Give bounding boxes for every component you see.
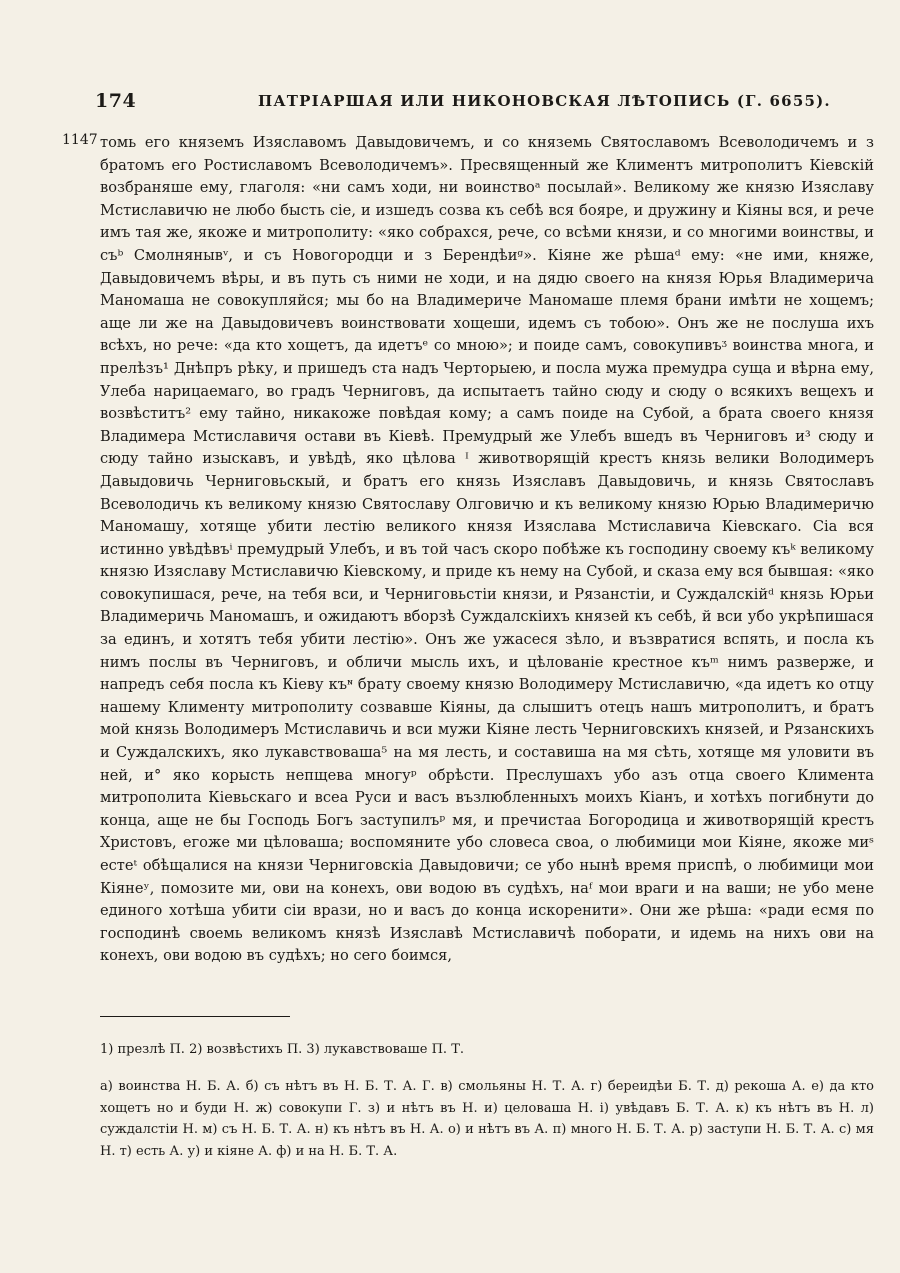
running-head: ПАТРІАРШАЯ ИЛИ НИКОНОВСКАЯ ЛѢТОПИСЬ (Г. 6655). [258,92,831,110]
footnote-rule [100,1016,290,1017]
main-text: томь его княземъ Изяславомъ Давыдовичемъ, и со княземь Святославомъ Всеволодичемъ и з братомъ его Ростиславомъ Всеволодичемъ». Пресвященный же Климентъ митрополитъ Кіевскій возбраняше ему, глаголя: «ни самъ ходи, ни воинствоᵃ посылай». Великому же князю Изяславу Мстиславичю не любо бысть сіе, и изшедъ созва къ себѣ вся бояре, и дружину и Кіяны вся, и рече имъ тая же, якоже и митрополиту: «яко собрахся, рече, со всѣми князи, и со многими воинствы, и съᵇ Смолнянывᵛ, и съ Новогородци и з Берендѣиᵍ». Кіяне же рѣшаᵈ ему: «не ими, княже, Давыдовичемъ вѣры, и въ путь съ ними не ходи, и на дядю своего на князя Юрья Владимерича Маномаша не совокупляйся; мы бо на Владимериче Маномаше племя брани имѣти не хощемъ; аще ли же на Давыдовичевъ воинствовати хощеши, идемъ съ тобою». Онъ же не послуша ихъ всѣхъ, но рече: «да кто хощетъ, да идетъᵉ со мною»; и поиде самъ, совокупивъᶾ воинства многа, и прелѣзъ¹ Днѣпръ рѣку, и пришедъ ста надъ Черторыею, и посла мужа премудра суща и вѣрна ему, Улеба нарицаемаго, во градъ Черниговъ, да испытаетъ тайно сюду и сюду о всякихъ вещехъ и возвѣститъ² ему тайно, никакоже повѣдая кому; а самъ поиде на Субой, а брата своего князя Владимера Мстиславичя остави въ Кіевѣ. Премудрый же Улебъ вшедъ въ Черниговъ и³ сюду и сюду тайно изыскавъ, и увѣдѣ, яко цѣлова ᴵ животворящій крестъ князь велики Володимеръ Давыдовичь Черниговьскый, и братъ его князь Изяславъ Давыдовичь, и князь Святославъ Всеволодичь къ великому князю Святославу Олговичю и къ великому князю Юрью Владимеричю Маномашу, хотяще убити лестію великого князя Изяслава Мстиславича Кіевскаго. Сіа вся истинно увѣдѣвъⁱ премудрый Улебъ, и въ той часъ скоро побѣже къ господину своему къᵏ великому князю Изяславу Мстиславичю Кіевскому, и приде къ нему на Субой, и сказа ему вся бывшая: «яко совокупишася, рече, на тебя вси, и Черниговьстіи князи, и Рязанстіи, и Суждалскійᵈ князь Юрьи Владимеричь Маномашъ, и ожидаютъ вборзѣ Суждалскіихъ князей къ себѣ, й вси убо укрѣпишася за единъ, и хотятъ тебя убити лестію». Онъ же ужасеся зѣло, и възвратися вспять, и посла къ нимъ послы въ Черниговъ, и обличи мысль ихъ, и цѣлованіе крестное къᵐ нимъ разверже, и напредъ себя посла къ Кіеву къᶰ брату своему князю Володимеру Мстиславичю, «да идетъ ко отцу нашему Клименту митрополиту созвавше Кіяны, да слышитъ отецъ нашъ митрополитъ, и братъ мой князь Володимеръ Мстиславичь и вси мужи Кіяне лесть Черниговскихъ князей, и Рязанскихъ и Суждалскихъ, яко лукавствоваша⁵ на мя лесть, и составиша на мя сѣть, хотяще мя уловити въ ней, и° яко корысть непщева многуᵖ обрѣсти. Преслушахъ убо азъ отца своего Климента митрополита Кіевьскаго и всеа Руси и васъ възлюбленныхъ моихъ Кіанъ, и хотѣхъ погибнути до конца, аще не бы Господь Богъ заступилъᵖ мя, и пречистаа Богородица и животворящій крестъ Христовъ, егоже ми цѣловаша; воспомяните убо словеса своа, о любимици мои Кіяне, якоже миˢ естеᵗ обѣщалися на князи Черниговскіа Давыдовичи; се убо нынѣ время приспѣ, о любимици мои Кіянеʸ, помозите ми, ови на конехъ, ови водою въ судѣхъ, наᶠ мои враги и на ваши; не убо мене единого хотѣша убити сіи врази, но и васъ до конца искоренити». Они же рѣша: «ради есмя по господинѣ своемь великомъ князѣ Изяславѣ Мстиславичѣ поборати, и идемь на нихъ ови на конехъ, ови водою въ судѣхъ; но сего боимся, [100,134,874,965]
footnotes-primary: 1) презлѣ П. 2) возвѣстихъ П. 3) лукавствоваше П. Т. [100,1042,464,1057]
footnotes-variants: а) воинства Н. Б. А. б) съ нѣтъ въ Н. Б. Т. А. Г. в) смольяны Н. Т. А. г) береидѣи Б. Т. д) рекоша А. е) да кто хощетъ но и буди Н. ж) совокупи Г. з) и нѣтъ въ Н. и) целоваша Н. і) увѣдавъ Б. Т. А. к) къ нѣтъ въ Н. л) суждалстіи Н. м) съ Н. Б. Т. А. н) къ нѣтъ въ Н. А. о) и нѣтъ въ А. п) много Н. Б. Т. А. р) заступи Н. Б. Т. А. с) мя Н. т) есть А. у) и кіяне А. ф) и на Н. Б. Т. А. [100,1079,874,1159]
margin-year: 1147 [62,132,98,148]
page-number: 174 [95,90,137,112]
